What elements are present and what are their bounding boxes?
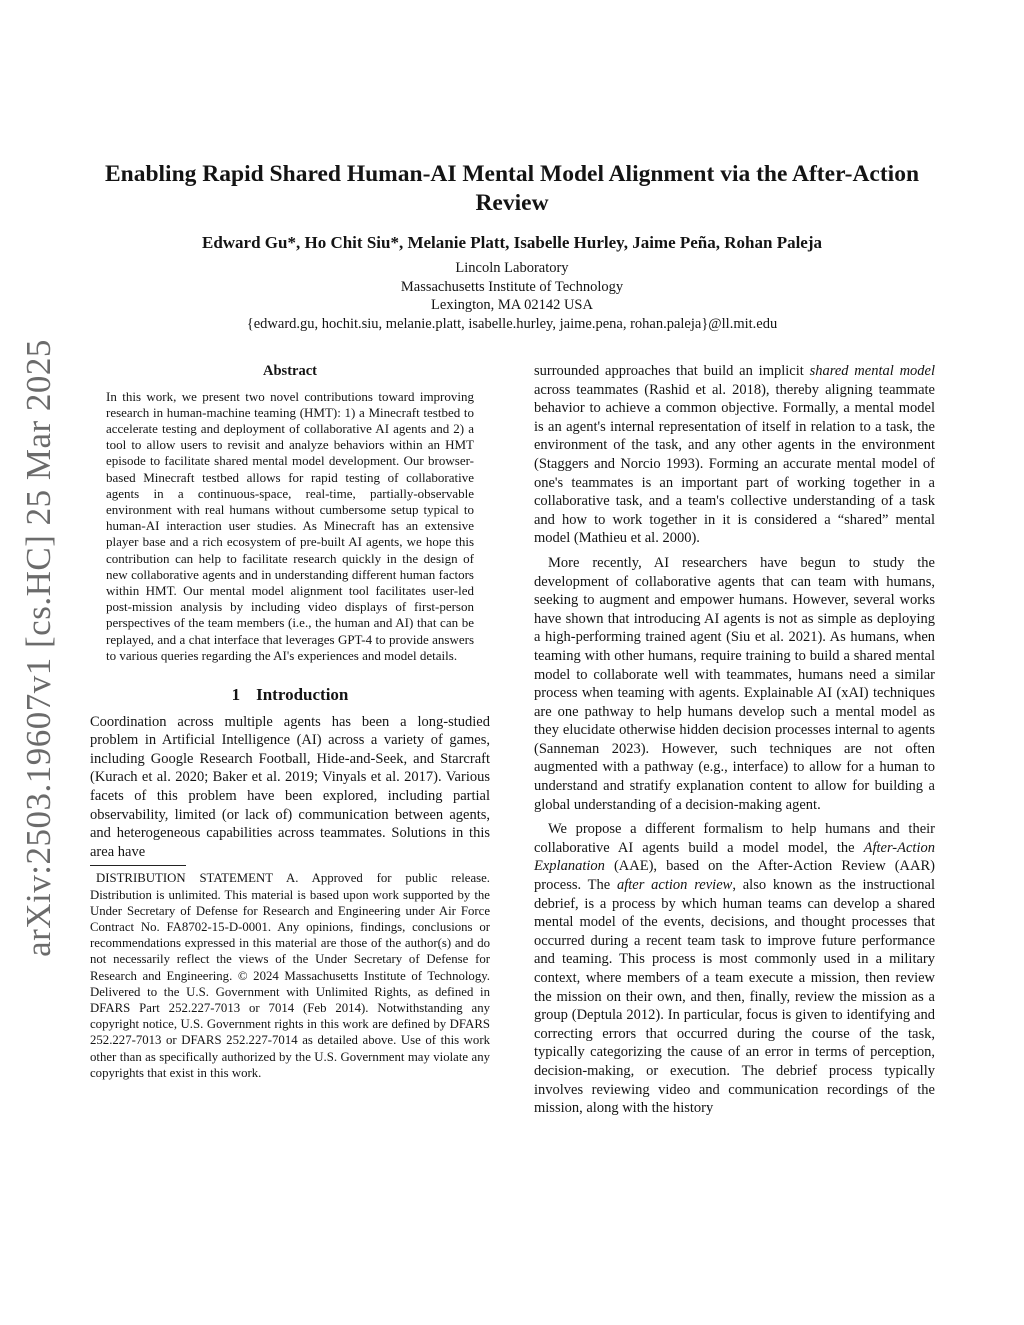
paper-title: Enabling Rapid Shared Human-AI Mental Model Alignment via the After-Action Review [104, 161, 920, 216]
text-run: (AAE), based on the After-Action Review (AAR) process. The [534, 858, 935, 894]
section-heading-introduction [90, 686, 490, 705]
author-list: Edward Gu*, Ho Chit Siu*, Melanie Platt, Isabelle Hurley, Jaime Peña, Rohan Paleja [201, 233, 823, 252]
distribution-footnote: DISTRIBUTION STATEMENT A. Approved for public release. Distribution is unlimited. This material is based upon work supported by the Under Secretary of Defense for Research and Engineering under Air Force Contract No. FA8702-15-D-0001. Any opinions, findings, conclusions or recommendations expressed in this material are those of the author(s) and do not necessarily reflect the views of the Under Secretary of Defense for Research and Engineering. © 2024 Massachusetts Institute of Technology. Delivered to the U.S. Government with Unlimited Rights, as defined in DFARS Part 252.227-7013 or 7014 (Feb 2014). Notwithstanding any copyright notice, U.S. Government rights in this work are defined by DFARS 252.227-7013 or DFARS 252.227-7014 as detailed above. Use of this work other than as specifically authorized by the U.S. Government may violate any copyrights that exist in this work. [90, 871, 490, 1080]
emphasis-after-action-review: after action review [616, 877, 733, 894]
text-run: across teammates (Rashid et al. 2018), thereby aligning teammate behavior to achieve a common objective. Formally, a mental model is an agent's internal representation of itself in relation to a task, the environment of the task, and any other agents in the environment (Staggers and Norcio 1993). Forming an accurate mental model of one's teammates is an important part of working together in a collaborative task, and a team's collective understanding of a task and how to work together in it is considered a “shared” mental model (Mathieu et al. 2000). [534, 381, 935, 547]
footnote-divider [90, 865, 186, 866]
section-title: Introduction [256, 685, 349, 705]
affiliation-address: Lexington, MA 02142 USA [431, 297, 593, 313]
affiliation-block [80, 259, 944, 333]
intro-paragraph-4 [534, 820, 935, 1118]
intro-paragraph-1: Coordination across multiple agents has been a long-studied problem in Artificial Intelligence (AI) across a variety of games, including Google Research Football, Hide-and-Seek, and Starcraft (Kurach et al. 2020; Baker et al. 2019; Vinyals et al. 2017). Various facets of this problem have been explored, including partial observability, limited (or lack of) communication between agents, and heterogeneous capabilities across teammates. Solutions in this area have [90, 713, 490, 860]
intro-paragraph-2 [534, 362, 935, 548]
section-number: 1 [231, 685, 241, 705]
text-run: , also known as the instructional debrief, is a process by which human teams can develop a shared mental model of the events, decisions, and thought processes that occurred during a recent team task to improve future performance and teaming. This process is most commonly used in a military context, where members of a team execute a mission, then review the mission on their own, and then, finally, review the mission as a group (Deptula 2012). In particular, focus is given to identifying and correcting errors that occurred during the course of the task, typically categorizing the cause of an error in terms of perception, decision-making, or execution. The debrief process typically involves reviewing video and communication recordings of the mission, along with the history [534, 877, 935, 1117]
affiliation-lab: Lincoln Laboratory [455, 260, 569, 276]
arxiv-identifier: arXiv:2503.19607v1 [cs.HC] 25 Mar 2025 [19, 339, 58, 957]
text-run: surrounded approaches that build an implicit [534, 363, 810, 379]
abstract-heading: Abstract [263, 363, 317, 379]
affiliation-institute: Massachusetts Institute of Technology [400, 278, 624, 295]
text-run: We propose a different formalism to help humans and their collaborative AI agents build a model model, the [534, 821, 935, 856]
abstract-text: In this work, we present two novel contributions toward improving research in human-machine teaming (HMT): 1) a Minecraft testbed to accelerate testing and deployment of collaborative AI agents and 2) a tool to allow users to revisit and analyze behaviors within an HMT episode to facilitate shared mental model development. Our browser-based Minecraft testbed allows for rapid testing of collaborative agents in a continuous-space, real-time, partially-observable environment with real humans without cumbersome setup typical to human-AI interaction user studies. As Minecraft has an extensive player base and a rich ecosystem of pre-built AI agents, we hope this contribution can help to facilitate research quickly in the design of new collaborative agents and in understanding different human factors within HMT. Our mental model alignment tool facilitates user-led post-mission analysis by including video displays of first-person perspectives of the team members (i.e., the human and AI) that can be replayed, and a chat interface that leverages GPT-4 to provide answers to various queries regarding the AI's experiences and model details. [106, 388, 474, 663]
emphasis-after-action-explanation: After-Action Explanation [534, 839, 935, 875]
emphasis-shared-mental-model: shared mental model [809, 363, 936, 379]
right-column [534, 362, 935, 1118]
intro-paragraph-3: More recently, AI researchers have begun to study the development of collaborative agents that can team with humans, seeking to augment and empower humans. However, several works have shown that introducing AI agents is not as simple as deploying a high-performing trained agent (Siu et al. 2021). As humans, when teaming with other humans, require training to build a shared mental model to collaborate well with teammates, humans need a similar process when teaming with agents. Explainable AI (xAI) techniques are one pathway to help humans develop such a mental model as they elucidate otherwise hidden decision processes internal to agents (Sanneman 2023). However, such techniques are not often augmented with a pathway (e.g., interface) to allow for a human to understand and stratify explanation content to allow for building a global understanding of a decision-making agent. [534, 554, 935, 813]
left-column [90, 362, 490, 1081]
author-emails: {edward.gu, hochit.siu, melanie.platt, isabelle.hurley, jaime.pena, rohan.paleja}@ll.mit.edu [246, 315, 778, 332]
